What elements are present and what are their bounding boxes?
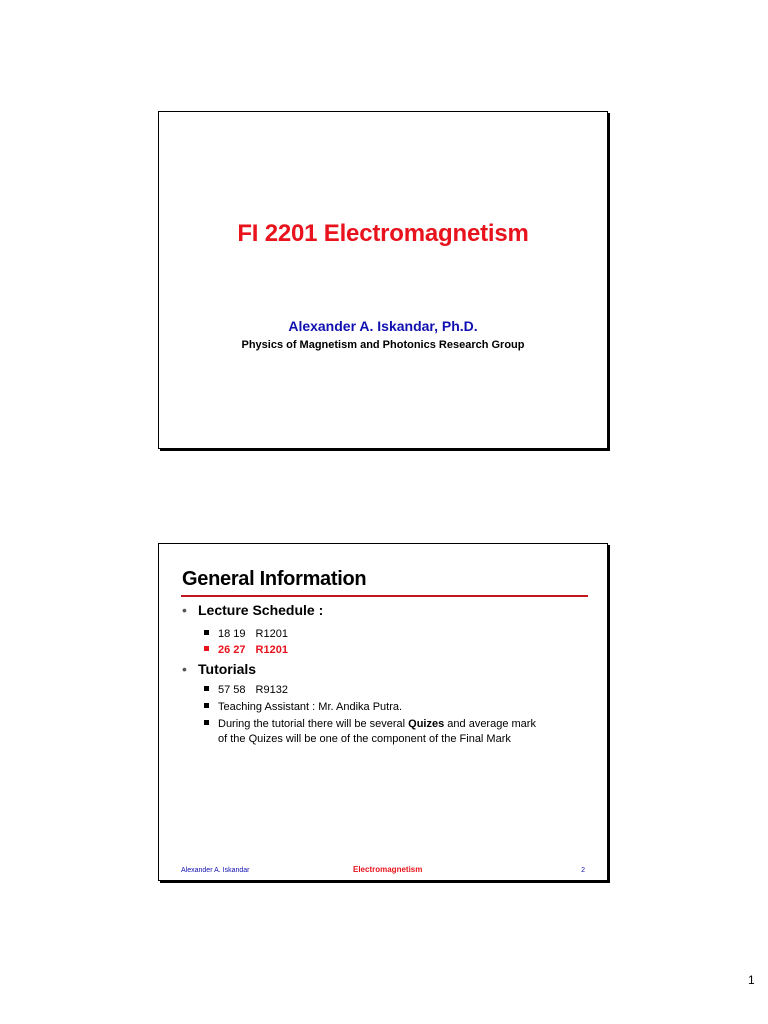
lecture-schedule-heading: • Lecture Schedule : [182, 602, 324, 618]
square-bullet-icon [204, 646, 209, 651]
square-bullet-icon [204, 630, 209, 635]
footer-course: Electromagnetism [353, 865, 423, 874]
slide-title: General Information [182, 568, 367, 590]
list-item: 18 19 R1201 [204, 627, 288, 642]
author-name: Alexander A. Iskandar, Ph.D. [288, 318, 478, 334]
square-bullet-icon [204, 686, 209, 691]
general-info-slide [158, 543, 608, 881]
list-item: 57 58 R9132 [204, 683, 288, 698]
list-item: During the tutorial there will be several Quizes and average mark of the Quizes will be one of the component of the Final Mark [204, 717, 584, 747]
tutorials-heading: • Tutorials [182, 661, 257, 677]
bullet-icon: • [182, 602, 187, 618]
title-underline [181, 595, 588, 597]
research-group: Physics of Magnetism and Photonics Research Group [241, 339, 525, 351]
list-item: Teaching Assistant : Mr. Andika Putra. [204, 700, 402, 715]
footer-author: Alexander A. Iskandar [181, 867, 250, 874]
page-number: 1 [748, 973, 755, 987]
square-bullet-icon [204, 703, 209, 708]
list-item: 26 27 R1201 [204, 643, 288, 658]
bullet-icon: • [182, 661, 187, 677]
footer-slide-number: 2 [581, 867, 585, 874]
title-slide [158, 111, 608, 449]
course-title: FI 2201 Electromagnetism [237, 220, 529, 247]
square-bullet-icon [204, 720, 209, 725]
